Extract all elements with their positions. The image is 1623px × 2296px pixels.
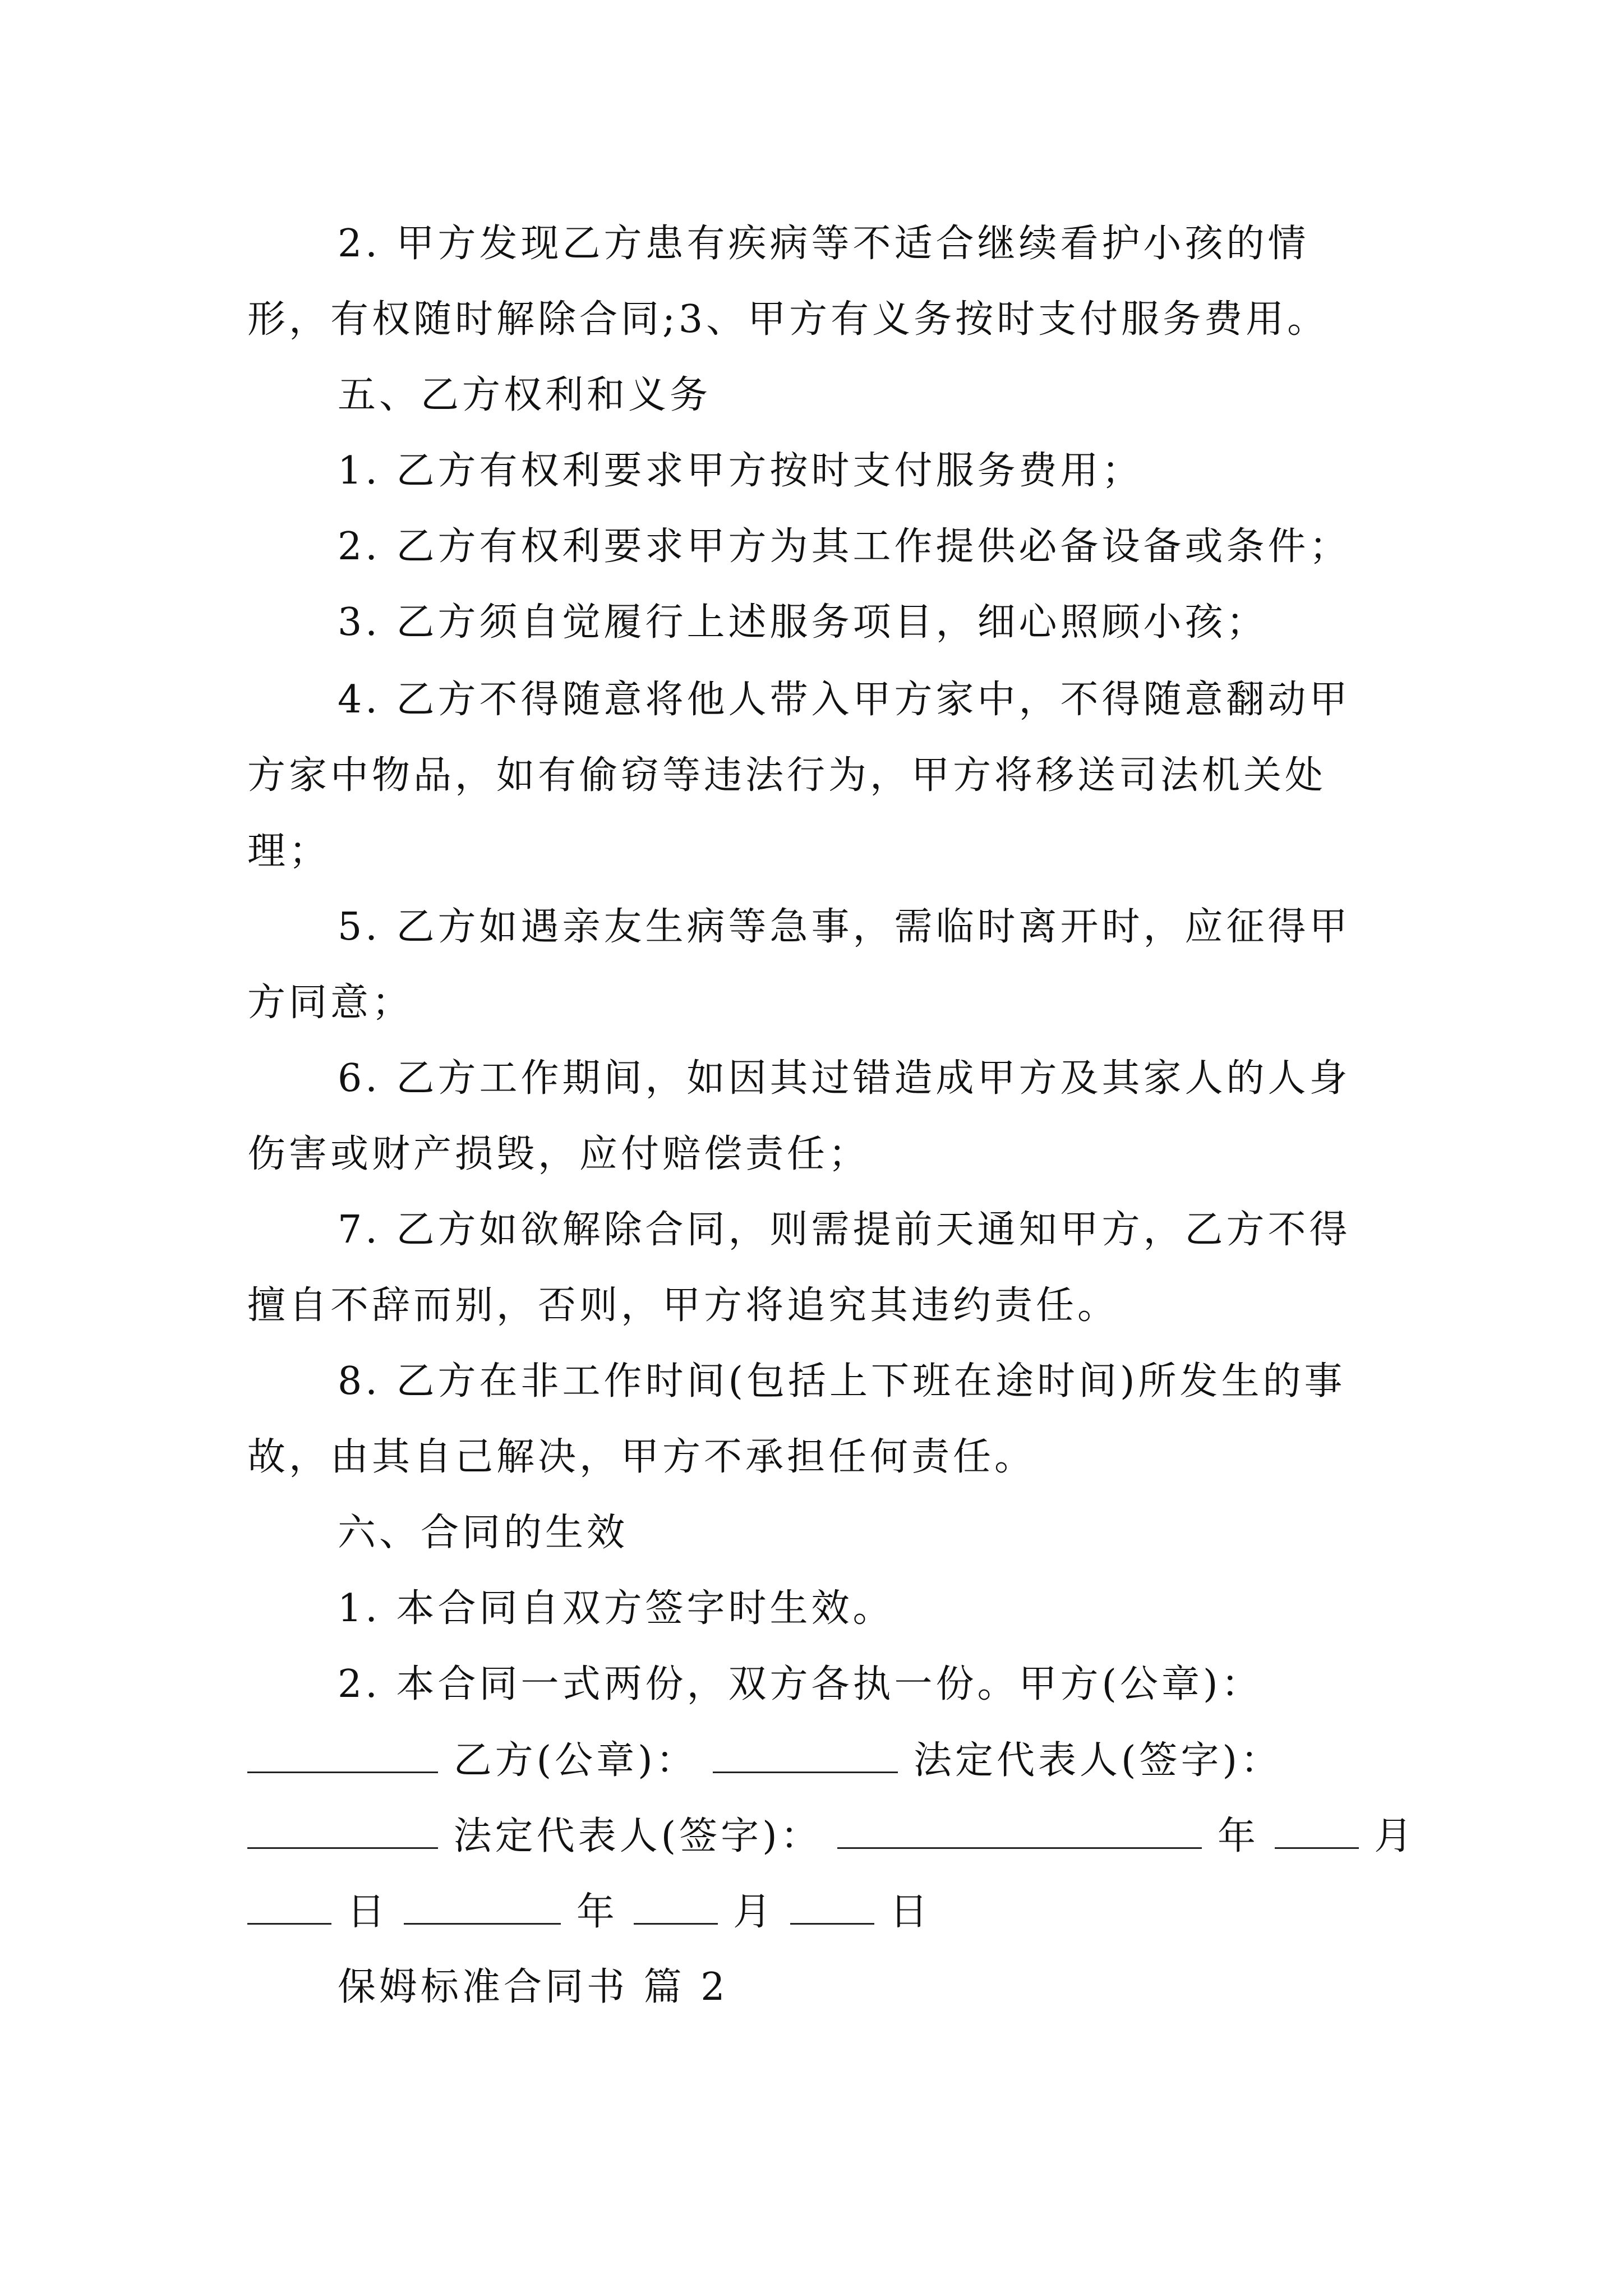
paragraph-line: 理； [247,829,331,873]
month-label: 月 [1374,1814,1416,1858]
paragraph-line: 方家中物品，如有偷窃等违法行为，甲方将移送司法机关处 [247,753,1327,798]
blank-field [790,1884,874,1925]
paragraph-line: 形，有权随时解除合同;3、甲方有义务按时支付服务费用。 [247,297,1329,342]
party-b-seal-label: 乙方(公章)： [453,1738,698,1783]
signature-line-1 [247,1732,1391,1789]
blank-field [713,1732,898,1773]
paragraph-line: 擅自不辞而别，否则，甲方将追究其违约责任。 [247,1283,1119,1328]
signature-line-2 [247,1808,1416,1865]
blank-field [247,1732,438,1773]
paragraph-line: 故，由其自己解决，甲方不承担任何责任。 [247,1435,1036,1479]
paragraph-line: 2. 乙方有权利要求甲方为其工作提供必备设备或条件； [338,524,1351,569]
paragraph-line: 5. 乙方如遇亲友生病等急事，需临时离开时，应征得甲 [338,905,1351,949]
paragraph-line: 1. 本合同自双方签字时生效。 [338,1586,895,1631]
paragraph-line: 6. 乙方工作期间，如因其过错造成甲方及其家人的人身 [338,1056,1351,1101]
blank-field [404,1884,561,1925]
legal-rep-sign-label: 法定代表人(签字)： [453,1814,822,1858]
year-label: 年 [1217,1814,1259,1858]
paragraph-line: 1. 乙方有权利要求甲方按时支付服务费用； [338,449,1144,493]
paragraph-line: 2. 甲方发现乙方患有疾病等不适合继续看护小孩的情 [338,222,1310,266]
blank-field [634,1884,718,1925]
next-section-heading: 保姆标准合同书 篇 2 [338,1965,728,2009]
blank-field [247,1808,438,1849]
paragraph-line: 8. 乙方在非工作时间(包括上下班在途时间)所发生的事 [338,1359,1346,1404]
blank-field [247,1884,331,1925]
signature-line-3 [247,1884,1391,1940]
legal-rep-sign-label: 法定代表人(签字)： [913,1738,1282,1783]
section-heading: 五、乙方权利和义务 [338,373,712,417]
section-heading: 六、合同的生效 [338,1511,629,1555]
blank-field [837,1808,1202,1849]
blank-field [1275,1808,1359,1849]
paragraph-line: 2. 本合同一式两份，双方各执一份。甲方(公章)： [338,1662,1263,1706]
paragraph-line: 7. 乙方如欲解除合同，则需提前天通知甲方，乙方不得 [338,1208,1351,1252]
year-label: 年 [576,1890,618,1934]
day-label: 日 [347,1890,389,1934]
paragraph-line: 4. 乙方不得随意将他人带入甲方家中，不得随意翻动甲 [338,678,1351,722]
month-label: 月 [733,1890,775,1934]
paragraph-line: 伤害或财产损毁，应付赔偿责任； [247,1132,870,1176]
paragraph-line: 3. 乙方须自觉履行上述服务项目，细心照顾小孩； [338,600,1268,645]
day-label: 日 [889,1890,932,1934]
paragraph-line: 方同意； [247,981,414,1025]
